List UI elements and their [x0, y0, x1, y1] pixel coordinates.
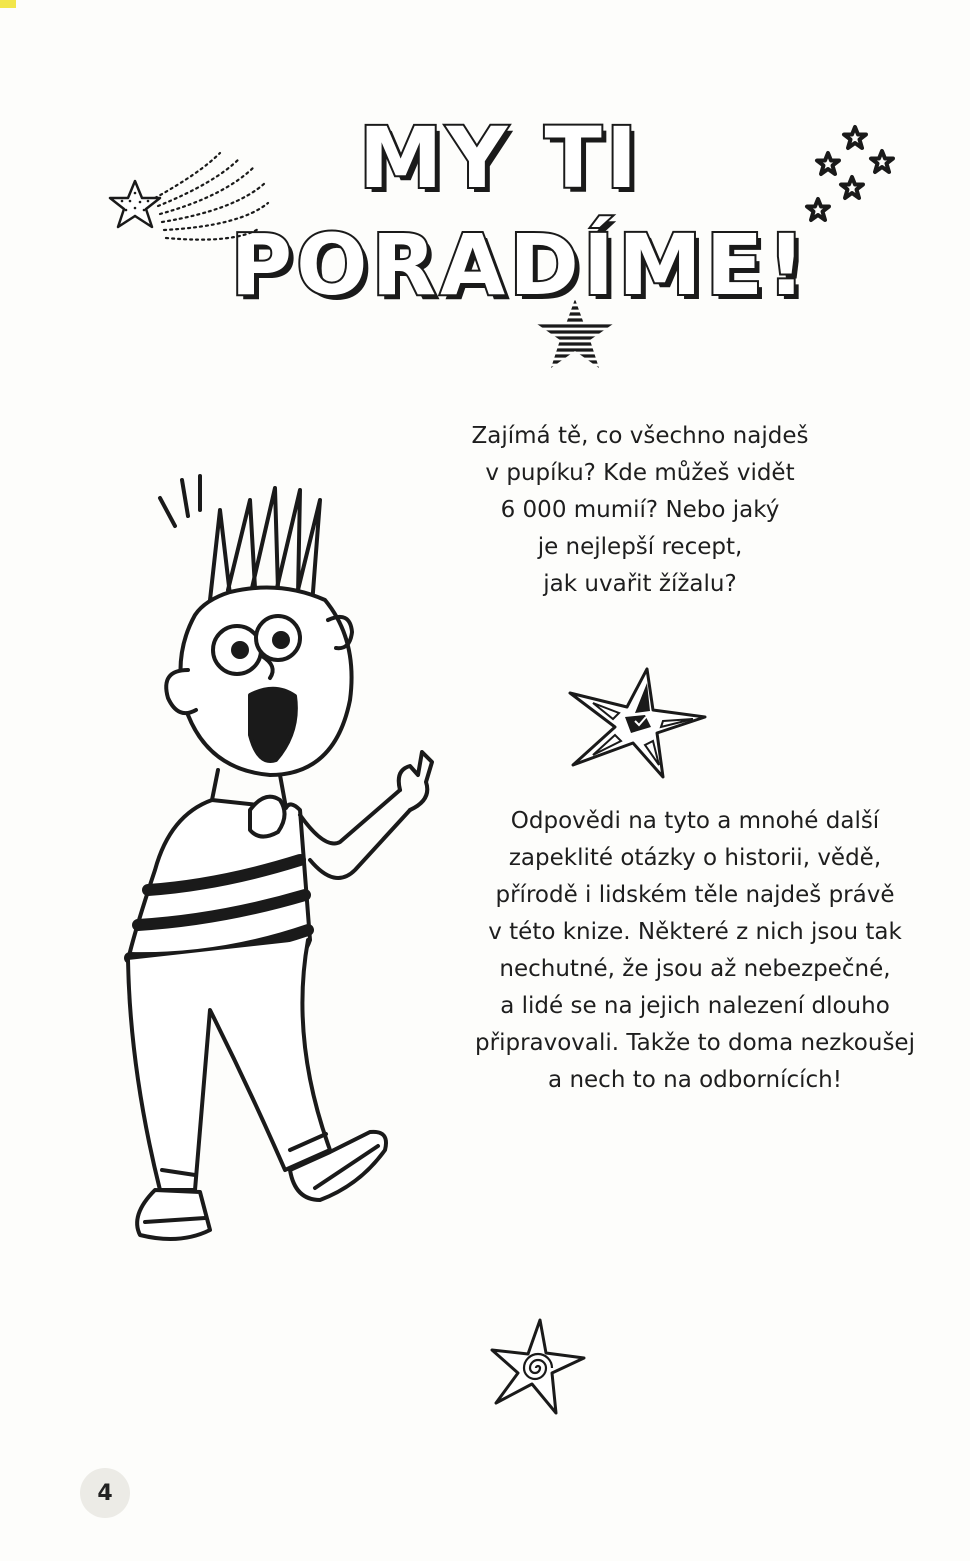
shooting-star-icon	[100, 148, 280, 258]
description-line: a nech to na odbornících!	[548, 1067, 842, 1093]
intro-line: 6 000 mumií? Nebo jaký	[500, 497, 780, 523]
corner-mark	[0, 0, 16, 8]
description-line: připravovali. Takže to doma nezkoušej	[475, 1030, 915, 1056]
scared-boy-illustration	[100, 470, 440, 1270]
intro-paragraph	[430, 418, 850, 603]
intro-line: Zajímá tě, co všechno najdeš	[471, 423, 809, 449]
intro-line: jak uvařit žížalu?	[543, 571, 737, 597]
description-line: v této knize. Některé z nich jsou tak	[488, 919, 902, 945]
intro-line: je nejlepší recept,	[537, 534, 743, 560]
title-line-2: PORADÍME!	[230, 216, 810, 314]
description-line: nechutné, že jsou až nebezpečné,	[499, 956, 891, 982]
spiral-star-icon	[488, 1318, 588, 1416]
description-line: přírodě i lidském těle najdeš právě	[495, 882, 895, 908]
star-cluster-icon	[800, 122, 905, 232]
intro-line: v pupíku? Kde můžeš vidět	[485, 460, 795, 486]
page-number: 4	[80, 1468, 130, 1518]
striped-star-icon	[535, 296, 615, 371]
patterned-star-icon	[565, 665, 710, 780]
description-paragraph	[450, 803, 940, 1099]
description-line: Odpovědi na tyto a mnohé další	[510, 808, 880, 834]
description-line: zapeklité otázky o historii, vědě,	[508, 845, 882, 871]
title-line-1: MY TI	[358, 109, 642, 207]
description-line: a lidé se na jejich nalezení dlouho	[500, 993, 890, 1019]
